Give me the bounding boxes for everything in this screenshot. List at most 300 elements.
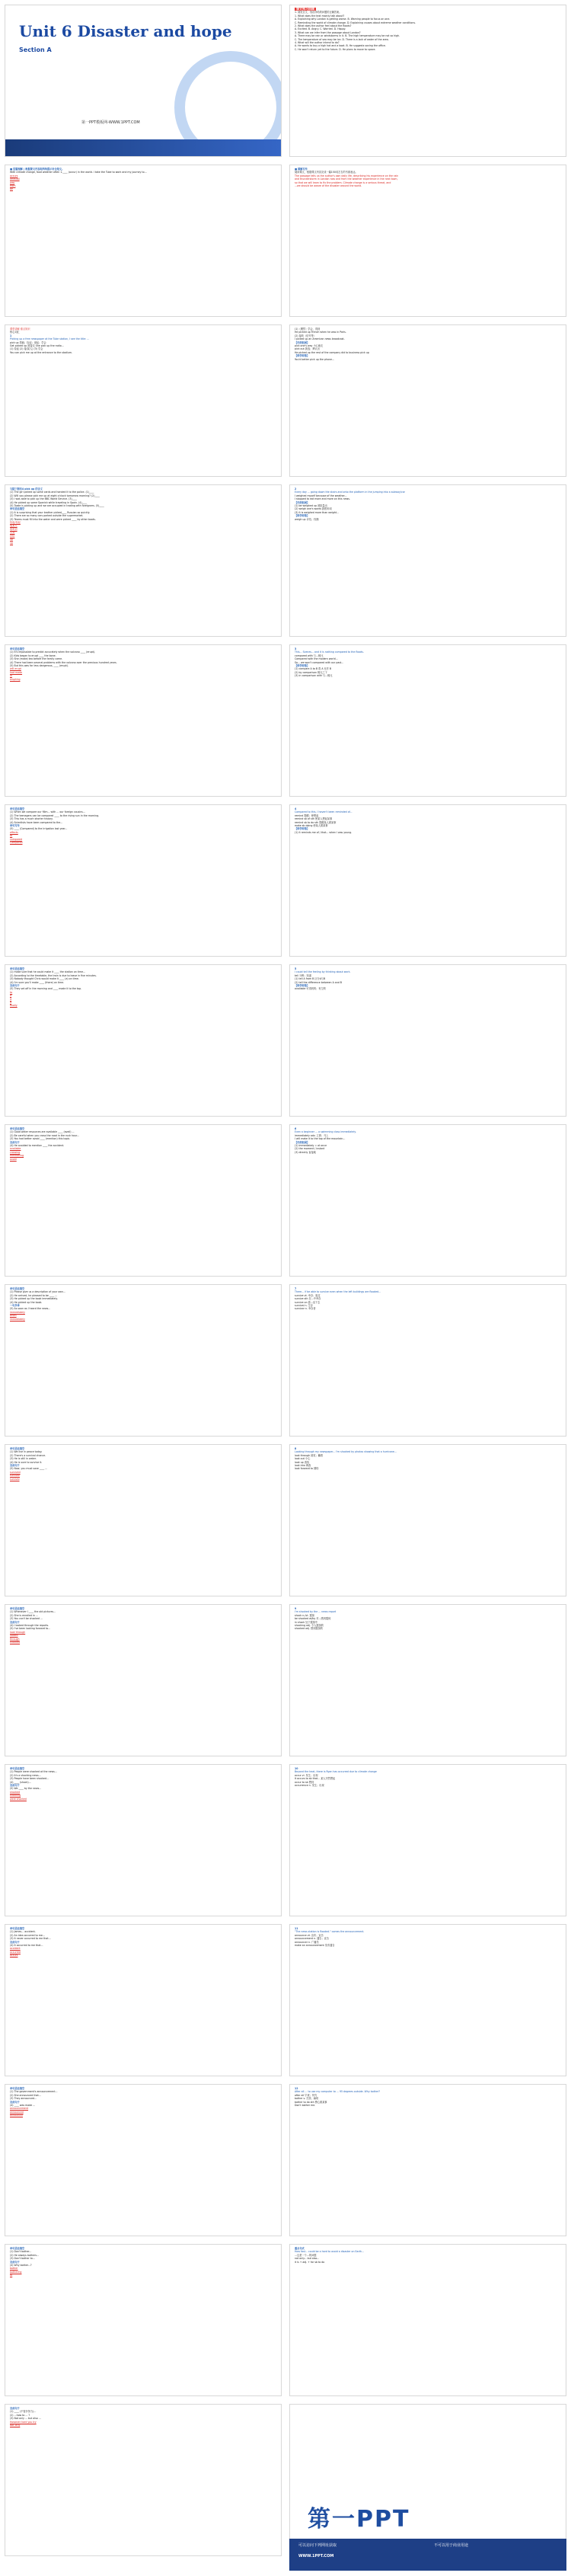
quote: Compared to this, I haven't been reminded of...: [295, 810, 352, 814]
answer: occurs: [10, 174, 18, 177]
answer: will erupt: [10, 667, 21, 671]
text-line: (2) He always bothers...: [10, 2253, 40, 2257]
text-line: (3) Don't bother to...: [10, 2257, 35, 2261]
keypoint-number: 10: [295, 1767, 298, 1770]
slide-r11: [289, 1604, 566, 1756]
answer: to: [10, 990, 13, 994]
answer: immediately: [10, 1317, 25, 1321]
text-line: tell 分辨；知道: [295, 973, 311, 977]
text-line: shocking adj. 令人震惊的: [295, 1624, 324, 1628]
answer: look through: [10, 1630, 26, 1634]
text-line: (5) As soon as I heard the news...: [10, 1307, 51, 1311]
text-line: (2) Kids began to erupt ____ the bone.: [10, 654, 56, 657]
text-line: (4) Scientists have been compared to the...: [10, 820, 63, 824]
text-line: announcer n. 广播员: [295, 1940, 319, 1944]
answer: to: [10, 834, 13, 838]
text-line: You'd better pick up the phone...: [295, 357, 335, 361]
slide-header: 单句语法填空: [10, 2247, 25, 2250]
text-line: (3) She (make) tea before the family came.: [10, 657, 63, 661]
text-line: 单句语法填空: [10, 507, 25, 511]
text-line: (1) ____ (不管多努力)...: [10, 2410, 37, 2414]
text-line: Don't bother me.: [295, 2104, 316, 2108]
quote: I'm shocked by the ... news report: [295, 1610, 337, 1614]
answer: it: [10, 994, 12, 998]
answer: to: [10, 2274, 13, 2277]
slide-r9: [289, 1284, 566, 1437]
text-line: A. There may be rain or windstorms in it. B. The high temperature may be not so high.: [295, 34, 400, 38]
text-line: (2) the moment / instant: [295, 1147, 325, 1151]
text-line: (4) ____ (shock)...: [10, 1780, 31, 1784]
answer: looked: [10, 1634, 18, 1638]
answer: 接某人: [10, 524, 18, 528]
ppt-logo: 第一PPT: [308, 2506, 410, 2533]
text-line: 3. What can we infer from the passage about London?: [295, 30, 361, 34]
text-line: (4) Why bother...?: [10, 2264, 32, 2268]
quote: How fast... could be a hard to avoid a disaster on Earth...: [295, 2250, 365, 2254]
cover-section: Section A: [19, 46, 52, 53]
text-line: (2) It's a shocking news...: [10, 1773, 41, 1777]
answer: when: [10, 1314, 17, 1318]
footer-band: [289, 2539, 566, 2571]
text-line: it is + adj. + for sb to do: [295, 2260, 325, 2264]
text-line: remind sb of sth 使某人想起某事: [295, 817, 333, 821]
text-line: occur vi. 发生；出现: [295, 1773, 318, 1777]
text-line: survivor n. 幸存者: [295, 1307, 316, 1311]
slide-r6: [289, 804, 566, 957]
keypoint-number: 12: [295, 2087, 298, 2090]
text-line: 【即学即练】: [295, 984, 310, 988]
text-line: look up 查找: [295, 1460, 310, 1464]
text-line: 【归纳拓展】: [295, 1140, 310, 1144]
text-line: C. He won't return yet to the future. D. He plans to move to space.: [295, 47, 376, 51]
slide-l8: [5, 1124, 282, 1277]
text-line: I will make it to the top of the mountain...: [295, 1137, 346, 1141]
slide-l16: [5, 2404, 282, 2556]
text-line: (3) in comparison with 与...相比: [295, 674, 333, 678]
text-line: (2) There are so many cars parked outside the supermarket.: [10, 514, 84, 518]
slide-r2: [289, 165, 566, 317]
quote: There... if be able to survive even when the left buildings are flooded...: [295, 1290, 381, 1294]
slide-header: 单句语法填空: [10, 1927, 25, 1930]
answer: be: [10, 187, 13, 191]
answer: available: [10, 1147, 21, 1151]
slide-header: 与除下拥有4 pick up 的含义: [10, 487, 43, 491]
text-line: 完成句子: [10, 1140, 20, 1144]
text-line: (1) It is surprising that your brother picked____ Russian so quickly.: [10, 510, 91, 514]
keypoint-number: 2: [295, 487, 297, 491]
slide-header: 单句语法填空: [10, 967, 25, 970]
text-line: (5) Trade is picking up and we are occupied in trading with foreigners. (5)____: [10, 504, 104, 508]
quote: Beyond the heat, there is Ryan has occurred due to climate change: [295, 1770, 377, 1774]
answer: 好转: [10, 534, 15, 538]
text-line: (2) tell the difference between A and B: [295, 980, 342, 984]
footer-site: WWW.1PPT.COM: [298, 2554, 334, 2558]
text-line: I picked up an American news broadcast.: [295, 337, 345, 341]
text-line: (3) He is still in water.: [10, 1457, 37, 1461]
slide-l4: [5, 484, 282, 637]
text-line: announce vt. 宣布；宣告: [295, 1933, 324, 1937]
text-line: (3) It is weighed more than weight...: [295, 510, 340, 514]
text-line: A. He wants to buy a high hat and a boat. B. He suggests saving the office.: [295, 44, 386, 48]
cover-slide: [5, 5, 282, 157]
text-line: (4) I'm sure you'll make ____ (there) on time.: [10, 980, 65, 984]
text-line: (3) You can't be shocked ...: [10, 1617, 43, 1621]
text-line: (3) He picked up the book immediately.: [10, 1297, 58, 1301]
slide-l7: [5, 964, 282, 1117]
text-line: (5) I've been looking forward to...: [10, 1627, 51, 1631]
answer: survived: [10, 1470, 21, 1474]
text-line: 1. What does the text mainly talk about?: [295, 14, 345, 18]
quote: "The news station is flooded." comes the announcement.: [295, 1930, 365, 1934]
keypoint-number: 11: [295, 1927, 298, 1930]
keypoint-number: 4: [295, 807, 297, 810]
text-line: (5) But this was far less dangerous, ____ (erupt).: [10, 664, 69, 668]
text-line: (4) He picked up some Spanish while traveling in Spain. (4)____: [10, 500, 87, 504]
text-line: bother to do sth 费心做某事: [295, 2100, 327, 2104]
text-line: in shock 处于震惊中: [295, 1620, 318, 1624]
text-line: The passage tells us the author's own daily life, describing his experience on the rain: [295, 174, 399, 177]
answer: in: [10, 674, 12, 678]
text-line: A. Explaining why London is getting worse. B. Warning people to focus on one.: [295, 18, 391, 21]
slide-l12: [5, 1764, 282, 1916]
slide-l6: [5, 804, 282, 957]
section-title: 核心词汇: [10, 331, 20, 334]
text-line: (4) He is sure to survive it.: [10, 1460, 43, 1464]
keypoint-number: 1: [10, 334, 12, 337]
answer: crossing: [10, 1150, 21, 1154]
text-line: ...这是一个...的问题: [295, 2253, 317, 2257]
text-line: Compared with the modern world...: [295, 657, 338, 661]
text-line: 一句多译: [10, 1304, 20, 1308]
slide-header: 单句语法填空: [10, 1607, 25, 1610]
text-line: immediately adv. 立即；马上: [295, 1133, 329, 1137]
answer: compared: [10, 837, 23, 841]
body-text: 阅读课文，根据课文内容完成一篇150词左右的书面表达。: [295, 171, 358, 174]
slide-l10: [5, 1444, 282, 1596]
text-line: 4. What will the author intend to do?: [295, 41, 340, 45]
answer: Not only: [10, 2424, 21, 2427]
slide-header: 单句语法填空: [10, 647, 25, 650]
slide-header: ■ 语篇理解 | 根据课文内容和所给提示补全短文。: [10, 168, 65, 171]
text-line: (2) She announced that...: [10, 2093, 41, 2097]
text-line: C. Reminding the world of climate change. D. Explaining causes about extreme weather conditions.: [295, 21, 416, 24]
text-line: (5) ____ (Compared) to the irrigation last year...: [10, 827, 68, 831]
slide-header: ■ 图解写作: [295, 168, 308, 171]
text-line: (1) Whenever I ____ the old pictures...: [10, 1610, 56, 1614]
answer: was: [10, 181, 15, 184]
answer: mentioning: [10, 1154, 24, 1158]
slide-l3: [5, 324, 282, 477]
slide-r10: [289, 1444, 566, 1596]
text-line: survive sth 在...中幸存: [295, 1297, 321, 1301]
text-line: occur to sb 想到: [295, 1780, 314, 1784]
text-line: (1) People were shocked at the news...: [10, 1770, 57, 1774]
text-line: 【即学即练】: [295, 514, 310, 518]
text-line: A. Excited. B. Angry. C. Worried. D. Happy.: [295, 27, 346, 31]
text-line: I stopped to eat more and more on this news.: [295, 497, 350, 501]
text-line: 单句写作: [10, 824, 20, 828]
answer: occurred: [10, 1950, 21, 1954]
text-line: (3) People have been shocked...: [10, 1777, 49, 1781]
quote: This... Scenes... and it is nothing compared to the floods.: [295, 650, 364, 654]
quote: Picking up a free newspaper at the Tube station, I see the title: ...: [10, 337, 90, 341]
slide-header: 单句语法填空: [10, 1127, 25, 1130]
text-line: (1) It's impossible to predict accurately when the volcano ____ (erupt).: [10, 650, 96, 654]
answer: survival: [10, 1477, 20, 1481]
slide-header: 完成句子: [10, 2407, 20, 2410]
answer: up: [10, 538, 14, 542]
text-line: 【归纳拓展】: [295, 340, 310, 344]
text-line: (1) James... accident.: [10, 1930, 36, 1934]
body-text: With climate change, food weather often 1.____ (occur) in the world. I take the Tube to work and my journey to...: [10, 171, 147, 174]
text-line: (2) An idea occurred to me...: [10, 1933, 45, 1937]
slide-r3: [289, 324, 566, 477]
text-line: 完成句子: [10, 984, 20, 988]
text-line: (2) weigh one's words 斟酌用词: [295, 507, 332, 511]
slide-header: 单句语法填空: [10, 1447, 25, 1450]
text-line: pick out 挑选；辨认出: [295, 347, 320, 351]
text-line: He picked up French when he was in Paris.: [295, 331, 346, 334]
text-line: (3) Not only ... but also ...: [10, 2417, 41, 2421]
answer: 拾起/捡起: [10, 521, 21, 525]
text-line: (3) directly 直接地: [295, 1150, 316, 1154]
text-line: So... we won't compared with our past...: [295, 660, 344, 664]
answer: effects: [10, 830, 18, 834]
text-line: and thunderstorm in London now and from the weather experience in the next town,: [295, 177, 398, 181]
text-line: survive vt. 幸存；挺过: [295, 1293, 321, 1297]
text-line: 完成句子: [10, 1940, 20, 1944]
text-line: make sb doing 使某人做某事: [295, 824, 328, 828]
text-line: (2) He arrived, he pleased to be ____ ...: [10, 1293, 58, 1297]
text-line: 完成句子: [10, 1784, 20, 1788]
text-line: survive on 靠...活下去: [295, 1300, 321, 1304]
text-line: (4) He avoided to mention ____ the accident.: [10, 1144, 65, 1148]
answer: accident: [10, 1947, 21, 1951]
text-line: pick one's way 小心地走: [295, 344, 324, 348]
text-line: (1) Good water resources are available ____ (avail) ...: [10, 1130, 75, 1134]
text-line: (1) We live in peace today.: [10, 1450, 43, 1454]
text-line: (1) When we compare our fillm... with ... our foreign cousins...: [10, 810, 85, 814]
text-line: (3) Teams must fill into the water and were picked ____ by other boats.: [10, 517, 96, 521]
answer: shocked: [10, 1790, 21, 1794]
text-line: C. The temperature of sea may be ice. D. There is a lack of water of the area.: [295, 37, 389, 41]
answer: it: [10, 997, 12, 1001]
keypoint-number: 9: [295, 1607, 297, 1610]
text-line: (1) be weighed up 被掂量出: [295, 504, 327, 508]
answer: finally: [10, 1004, 18, 1008]
slide-header: 单句语法填空: [10, 807, 25, 810]
text-line: (3) Nobody thought Chris would make it ____ (a) on time.: [10, 977, 79, 981]
answer: were shocked: [10, 1797, 27, 1801]
text-line: (1) The girl picked up some cards and handed it to the police. (1)____: [10, 491, 94, 494]
text-line: 2. What does the author feel about the floods?: [295, 24, 352, 28]
slide-header: 重点句式: [295, 2247, 305, 2250]
text-line: look forward to 期待: [295, 1467, 319, 1471]
text-line: (3) You had better avoid ____ (mention) this topic.: [10, 1137, 71, 1141]
words: pick up 搭载；捡起；拿起；学会: [10, 340, 46, 344]
text-line: (2) She is enrolled in ...: [10, 1613, 39, 1617]
text-line: shocked adj. 感到震惊的: [295, 1627, 323, 1631]
text-line: (3) This has a much shorter history.: [10, 817, 53, 821]
keypoint-number: 6: [295, 1127, 297, 1130]
text-line: (1) Please give us a description of your own...: [10, 1290, 65, 1294]
answer: Compared: [10, 841, 23, 845]
text-line: (2) Will you please pick me up at eight o'clock tomorrow morning? (2)____: [10, 494, 100, 497]
text-line: (1) immediately = at once: [295, 1144, 327, 1148]
text-line: ...we should be aware of the disaster around the world.: [295, 184, 362, 188]
quote: After all ... to use my computer to ... 95 degrees outside. Why bother?: [295, 2090, 380, 2094]
text-line: It occurs to sb that... 某人突然想起: [295, 1777, 336, 1781]
text-line: 完成句子: [10, 1464, 20, 1468]
text-line: (1) Don't bother...: [10, 2250, 32, 2254]
text-line: (1) It reminds me of / that... when I was young.: [295, 830, 352, 834]
text-line: (2) Be careful when you cross the road in the rush hour...: [10, 1133, 80, 1137]
text-line: (3) It never occurred to me that...: [10, 1937, 51, 1941]
answer: immediately: [10, 1310, 25, 1314]
text-line: You can pick me up at the entrance to the stadium.: [10, 350, 72, 354]
keypoint-number: 5: [295, 967, 297, 970]
text-line: He picked up the rest of the company did to business pick up: [295, 350, 369, 354]
text-line: (2) There's a survival chance.: [10, 1453, 46, 1457]
slide-r1: [289, 5, 566, 157]
slide-l11: [5, 1604, 282, 1756]
answer: up: [10, 541, 14, 545]
answer: bothering: [10, 2270, 22, 2274]
text-line: occurrence n. 发生；出现: [295, 1784, 324, 1788]
answer: 学到: [10, 531, 15, 535]
slide-l2: [5, 165, 282, 317]
text-line: weigh up 评估；权衡: [295, 517, 319, 521]
slide-l14: [5, 2084, 282, 2236]
text-line: available 可得到的；有空的: [295, 987, 326, 991]
text-line: (4) He picked up the book.: [10, 1300, 43, 1304]
slide-r13: [289, 1924, 566, 2076]
text-line: (4) ____ was made ...: [10, 2104, 36, 2108]
text-line: (1) 捡起 (2) 接(某人) (3) 学会: [10, 347, 43, 351]
text-line: Get picked up 被接走 She pick up the radio...: [10, 344, 64, 348]
text-line: 【归纳拓展】: [295, 500, 310, 504]
slide-r8: [289, 1124, 566, 1277]
text-line: remind sb to do sth 提醒某人做某事: [295, 820, 337, 824]
text-line: 完成句子: [10, 1620, 20, 1624]
answer: had made: [10, 670, 23, 674]
keypoint-number: 7: [295, 1287, 297, 1290]
text-line: (3) They announced...: [10, 2097, 37, 2101]
text-line: shock n./vt. 震惊: [295, 1613, 314, 1617]
quote: Looking through my newspaper... I'm shocked by photos showing that a hurricane...: [295, 1450, 397, 1454]
text-line: (2) 接收（信号等）: [295, 334, 316, 337]
text-line: make an announcement 发布通告: [295, 1944, 335, 1948]
answer: unusual: [10, 177, 20, 181]
slide-l13: [5, 1924, 282, 2076]
footer-right: 不可以用于商业用途: [434, 2543, 469, 2548]
text-line: after all 毕竟；终究: [295, 2093, 317, 2097]
answer: However hard you try: [10, 2420, 37, 2424]
text-line: (1) make sure that he could make it ____ the station on time...: [10, 970, 86, 974]
answer: avoid: [10, 1157, 17, 1161]
text-line: (1) The government's announcement...: [10, 2090, 58, 2094]
slide-r15: [289, 2244, 566, 2396]
text-line: (4) There had been several problems with the volcano over the previous hundred years.: [10, 660, 117, 664]
slide-r4: [289, 484, 566, 637]
text-line: (2) ...how to ... ?: [10, 2413, 30, 2417]
text-line: (1) compare A to B 将 A 比作 B: [295, 667, 332, 671]
answer: announcer: [10, 2114, 24, 2117]
text-line: (5) They set off in the morning and ____ made it to the top.: [10, 987, 82, 991]
answer: announcement: [10, 2107, 29, 2111]
task-text: 1. 浏览全文，找出所给的问题的正确答案。: [295, 11, 342, 14]
text-line: look out 小心: [295, 1457, 311, 1461]
text-line: 【即学即练】: [295, 827, 310, 831]
footer-left: 可以访问下列网址获取: [298, 2543, 337, 2548]
slide-header: 单句语法填空: [10, 2087, 25, 2090]
text-line: 完成句子: [10, 2100, 20, 2104]
text-line: not only... but also...: [295, 2257, 320, 2261]
slide-header: 单句语法填空: [10, 1287, 25, 1290]
text-line: (2) The teenagers can be compared ____ to the rising sun in the morning.: [10, 813, 100, 817]
slide-l9: [5, 1284, 282, 1437]
text-line: announcement n. 通告；宣告: [295, 1937, 330, 1941]
text-line: look into 调查: [295, 1464, 311, 1468]
answer: survivor: [10, 1474, 20, 1478]
answer: occurs: [10, 1954, 18, 1958]
text-line: (5) Now, you must save ____ ...: [10, 1467, 48, 1471]
slide-header: 单句语法填空: [10, 1767, 25, 1770]
slide-header: 课堂讲解·重点知识: [10, 328, 30, 331]
text-line: (1) tell A from B 区分A与B: [295, 977, 326, 981]
text-line: (4) It occurred to me that...: [10, 1944, 43, 1948]
slide-header: (1)（偶然）学会，得到: [295, 328, 321, 331]
cover-footer: 第一PPT模板网-WWW.1PPT.COM: [81, 120, 140, 125]
keypoint-number: 3: [295, 647, 297, 650]
answer: erupting: [10, 677, 21, 681]
quote: Every day ... going down the stairs and onto the platform in the jumping into a subway/car: [295, 491, 405, 494]
text-line: compared with 与...相比: [295, 654, 324, 657]
text-line: survival n. 生存: [295, 1304, 313, 1308]
text-line: 【即学即练】: [295, 354, 310, 358]
slide-l5: [5, 644, 282, 797]
text-line: I weighed myself because of the weather...: [295, 494, 347, 497]
quote: Even a beginner ... a swimming class immediately.: [295, 1130, 356, 1134]
answer: it: [10, 1001, 12, 1005]
text-line: (4) I looked through the reports.: [10, 1624, 49, 1628]
slide-r12: [289, 1764, 566, 1916]
text-line: (3) I was able to pick up the BBC World Service. (3)____: [10, 497, 77, 501]
slide-r5: [289, 644, 566, 797]
quote: I could tell the feeling by thinking about work.: [295, 970, 351, 974]
text-line: bother v. 打扰；麻烦: [295, 2097, 319, 2101]
text-line: (2) by comparison 相比之下: [295, 670, 327, 674]
text-line: 完成句子: [10, 2260, 20, 2264]
slide-header: 课文预习回顾: [296, 7, 314, 11]
text-line: (5) We ____ by the news...: [10, 1787, 42, 1791]
text-line: (2) According to the timetable, the train is due to leave in five minutes.: [10, 973, 97, 977]
slide-r7: [289, 964, 566, 1117]
text-line: be shocked at/by 对...感到震惊: [295, 1617, 331, 1621]
text-line: remind 提醒；使想起: [295, 813, 319, 817]
keypoint-number: 8: [295, 1447, 297, 1450]
branding-slide: [289, 2404, 566, 2556]
answer: bother: [10, 2267, 18, 2271]
answer: 收听到: [10, 527, 18, 531]
answer: shocking: [10, 1794, 21, 1798]
answer: announced: [10, 2110, 24, 2114]
slide-r14: [289, 2084, 566, 2236]
text-line: 【即学即练】: [295, 664, 310, 668]
answer: shocked: [10, 1641, 21, 1644]
slide-l15: [5, 2244, 282, 2396]
text-line: so that we will learn to fix the problem. Climate change is a serious threat, and: [295, 181, 391, 184]
